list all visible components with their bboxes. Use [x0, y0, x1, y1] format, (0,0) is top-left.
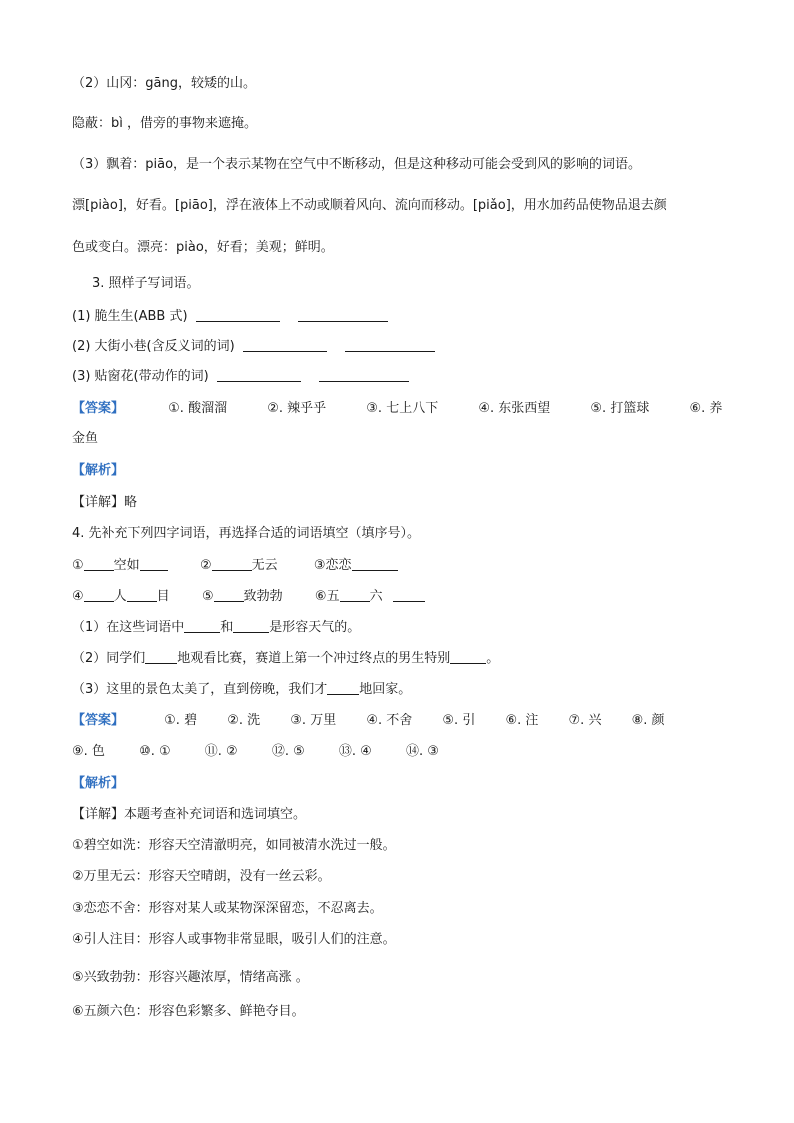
label: ③恋恋	[313, 558, 352, 573]
question-3-title: 3. 照样子写词语。	[92, 276, 200, 291]
answer-blank[interactable]	[233, 618, 269, 633]
detail-label: 【详解】略	[72, 495, 138, 510]
q3-item	[72, 367, 409, 387]
answer-blank[interactable]	[217, 367, 301, 382]
answer-item: ⑨. 色	[72, 744, 105, 759]
q4-word-row	[72, 587, 425, 607]
answer-item: ⑥. 注	[505, 713, 539, 728]
question-4-title: 4. 先补充下列四字词语，再选择合适的词语填空（填序号）。	[72, 526, 421, 541]
answer-item: ⑤. 打篮球	[590, 401, 650, 416]
answer-blank[interactable]	[84, 587, 114, 602]
sentence-text: （3）这里的景色太美了，直到傍晚，我们才	[72, 682, 328, 697]
label: ④	[72, 589, 84, 604]
answer-item: ⑩. ①	[139, 744, 171, 759]
q3-item-label: (3) 贴窗花(带动作的词)	[72, 369, 209, 384]
label: 目	[156, 589, 170, 604]
answer-blank[interactable]	[196, 307, 280, 322]
answer-item: ⑦. 兴	[568, 713, 602, 728]
label: ⑤	[201, 589, 214, 604]
answer-blank[interactable]	[393, 587, 425, 602]
label: ②	[199, 558, 212, 573]
definition-line: ⑤兴致勃勃：形容兴趣浓厚，情绪高涨 。	[72, 970, 309, 985]
q4-word-row	[72, 556, 398, 576]
answer-blank[interactable]	[212, 556, 252, 571]
answer-blank[interactable]	[340, 587, 370, 602]
answer-item: ⑤. 引	[442, 713, 476, 728]
answer-blank[interactable]	[184, 618, 220, 633]
answer-item: ③. 万里	[290, 713, 337, 728]
answer-blank[interactable]	[450, 649, 486, 664]
answer-blank[interactable]	[127, 587, 157, 602]
answer-item: ③. 七上八下	[366, 401, 439, 416]
label: ①	[72, 558, 84, 573]
answer-item: ⑬. ④	[338, 744, 372, 759]
label: 人	[113, 589, 127, 604]
answer-blank[interactable]	[345, 337, 435, 352]
sentence-text: 。	[486, 651, 500, 666]
answer-blank[interactable]	[298, 307, 388, 322]
sentence-text: 是形容天气的。	[269, 620, 361, 635]
answer-blank[interactable]	[319, 367, 409, 382]
q3-item	[72, 307, 388, 327]
text-line: 隐蔽：bì ，借旁的事物来遮掩。	[72, 116, 257, 131]
answer-blank[interactable]	[243, 337, 327, 352]
answer-item: ⑧. 颜	[631, 713, 665, 728]
answer-tag: 【答案】	[72, 401, 125, 416]
answer-blank[interactable]	[145, 649, 177, 664]
label: ⑥五	[314, 589, 340, 604]
answer-item: ①. 碧	[164, 713, 198, 728]
definition-line: ⑥五颜六色：形容色彩繁多、鲜艳夺目。	[72, 1004, 305, 1019]
detail-text: 【详解】本题考查补充词语和选词填空。	[72, 807, 307, 822]
q4-sentence	[72, 680, 411, 700]
text-line: （2）山冈：gāng，较矮的山。	[72, 76, 256, 91]
answer-blank[interactable]	[140, 556, 168, 571]
answer-item: ④. 东张西望	[478, 401, 551, 416]
sentence-text: （2）同学们	[72, 651, 146, 666]
answer-wrap: 金鱼	[72, 431, 99, 446]
text-line: 色或变白。漂亮：piào，好看；美观；鲜明。	[72, 240, 334, 255]
answer-row	[72, 711, 665, 731]
answer-item: ⑫. ⑤	[271, 744, 305, 759]
definition-line: ③恋恋不舍：形容对某人或某物深深留恋，不忍离去。	[72, 901, 383, 916]
text-line: （3）飘着：piāo，是一个表示某物在空气中不断移动，但是这种移动可能会受到风的影响的词语。	[72, 157, 642, 172]
answer-item: ④. 不舍	[366, 713, 413, 728]
q4-sentence	[72, 618, 360, 638]
label: 致勃勃	[243, 589, 283, 604]
sentence-text: 和	[220, 620, 234, 635]
definition-line: ①碧空如洗：形容天空清澈明亮，如同被清水洗过一般。	[72, 838, 396, 853]
answer-row	[72, 399, 722, 419]
answer-blank[interactable]	[214, 587, 244, 602]
sentence-text: 地回家。	[359, 682, 412, 697]
q3-item-label: (2) 大街小巷(含反义词的词)	[72, 339, 235, 354]
sentence-text: 地观看比赛，赛道上第一个冲过终点的男生特别	[177, 651, 451, 666]
answer-blank[interactable]	[327, 680, 359, 695]
sentence-text: （1）在这些词语中	[72, 620, 185, 635]
answer-item: ①. 酸溜溜	[168, 401, 228, 416]
answer-item: ⑥. 养	[689, 401, 723, 416]
definition-line: ④引人注目：形容人或事物非常显眼，吸引人们的注意。	[72, 932, 396, 947]
answer-item: ⑪. ②	[204, 744, 238, 759]
answer-tag: 【答案】	[72, 713, 125, 728]
analysis-tag: 【解析】	[72, 463, 125, 478]
answer-row	[72, 742, 439, 762]
label: 六	[369, 589, 383, 604]
definition-line: ②万里无云：形容天空晴朗，没有一丝云彩。	[72, 869, 331, 884]
q3-item-label: (1) 脆生生(ABB 式)	[72, 309, 188, 324]
q3-item	[72, 337, 435, 357]
answer-blank[interactable]	[352, 556, 398, 571]
analysis-tag: 【解析】	[72, 776, 125, 791]
text-line: 漂[piào]，好看。[piāo]，浮在液体上不动或顺着风向、流向而移动。[piǎo]，用水加药品使物品退去颜	[72, 198, 667, 213]
answer-item: ②. 洗	[227, 713, 261, 728]
label: 空如	[113, 558, 140, 573]
answer-item: ②. 辣乎乎	[267, 401, 327, 416]
q4-sentence	[72, 649, 499, 669]
answer-blank[interactable]	[84, 556, 114, 571]
detail-text	[72, 493, 137, 513]
label: 无云	[251, 558, 278, 573]
answer-item: ⑭. ③	[405, 744, 439, 759]
